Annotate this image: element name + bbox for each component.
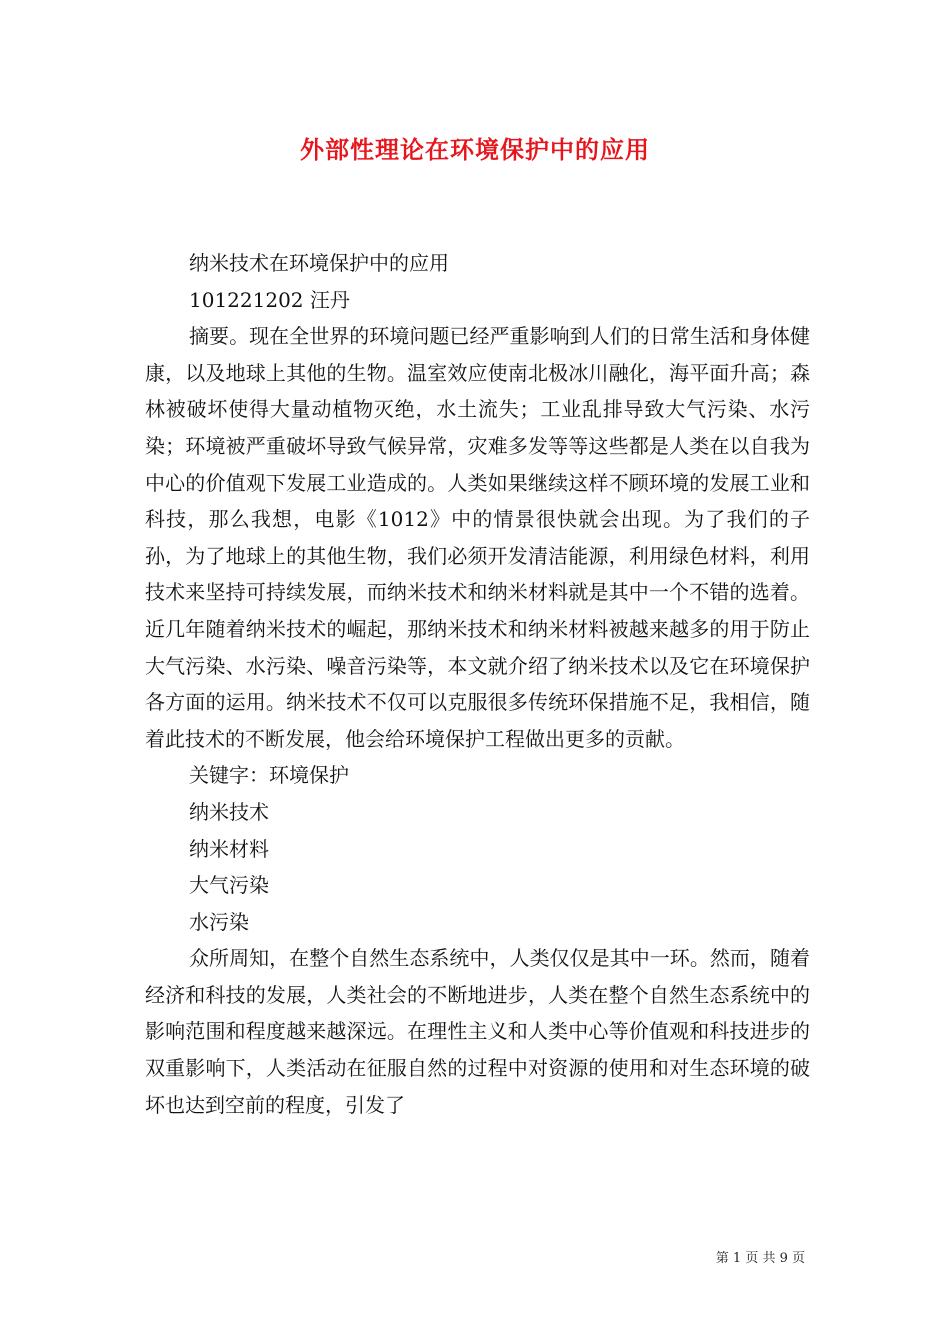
body-paragraph: 众所周知，在整个自然生态系统中，人类仅仅是其中一环。然而，随着经济和科技的发展，人类社会的不断地进步，人类在整个自然生态系统中的影响范围和程度越来越深远。在理性主义和人类中心等价值观和科技进步的双重影响下，人类活动在征服自然的过程中对资源的使用和对生态环境的破坏也达到空前的程度，引发了 [145,946,810,1117]
author-line: 101221202 汪丹 [189,287,350,312]
keywords-label: 关键字：环境保护 [189,763,349,788]
abstract-paragraph: 摘要。现在全世界的环境问题已经严重影响到人们的日常生活和身体健康，以及地球上其他的生物。温室效应使南北极冰川融化，海平面升高；森林被破坏使得大量动植物灭绝，水土流失；工业乱排导致大气污染、水污染；环境被严重破坏导致气候异常，灾难多发等等这些都是人类在以自我为中心的价值观下发展工业造成的。人类如果继续这样不顾环境的发展工业和科技，那么我想，电影《1012》中的情景很快就会出现。为了我们的子孙，为了地球上的其他生物，我们必须开发清洁能源，利用绿色材料，利用技术来坚持可持续发展，而纳米技术和纳米材料就是其中一个不错的选着。近几年随着纳米技术的崛起，那纳米技术和纳米材料被越来越多的用于防止大气污染、水污染、噪音污染等，本文就介绍了纳米技术以及它在环境保护各方面的运用。纳米技术不仅可以克服很多传统环保措施不足，我相信，随着此技术的不断发展，他会给环境保护工程做出更多的贡献。 [145,324,810,751]
document-title: 外部性理论在环境保护中的应用 [300,135,650,164]
document-body [145,245,810,1123]
keyword-item: 水污染 [189,909,249,934]
keyword-item: 纳米材料 [189,836,269,861]
page-number-footer: 第 1 页 共 9 页 [715,1251,805,1266]
keyword-item: 大气污染 [189,873,269,898]
subtitle: 纳米技术在环境保护中的应用 [189,251,449,275]
keyword-item: 纳米技术 [189,799,269,824]
